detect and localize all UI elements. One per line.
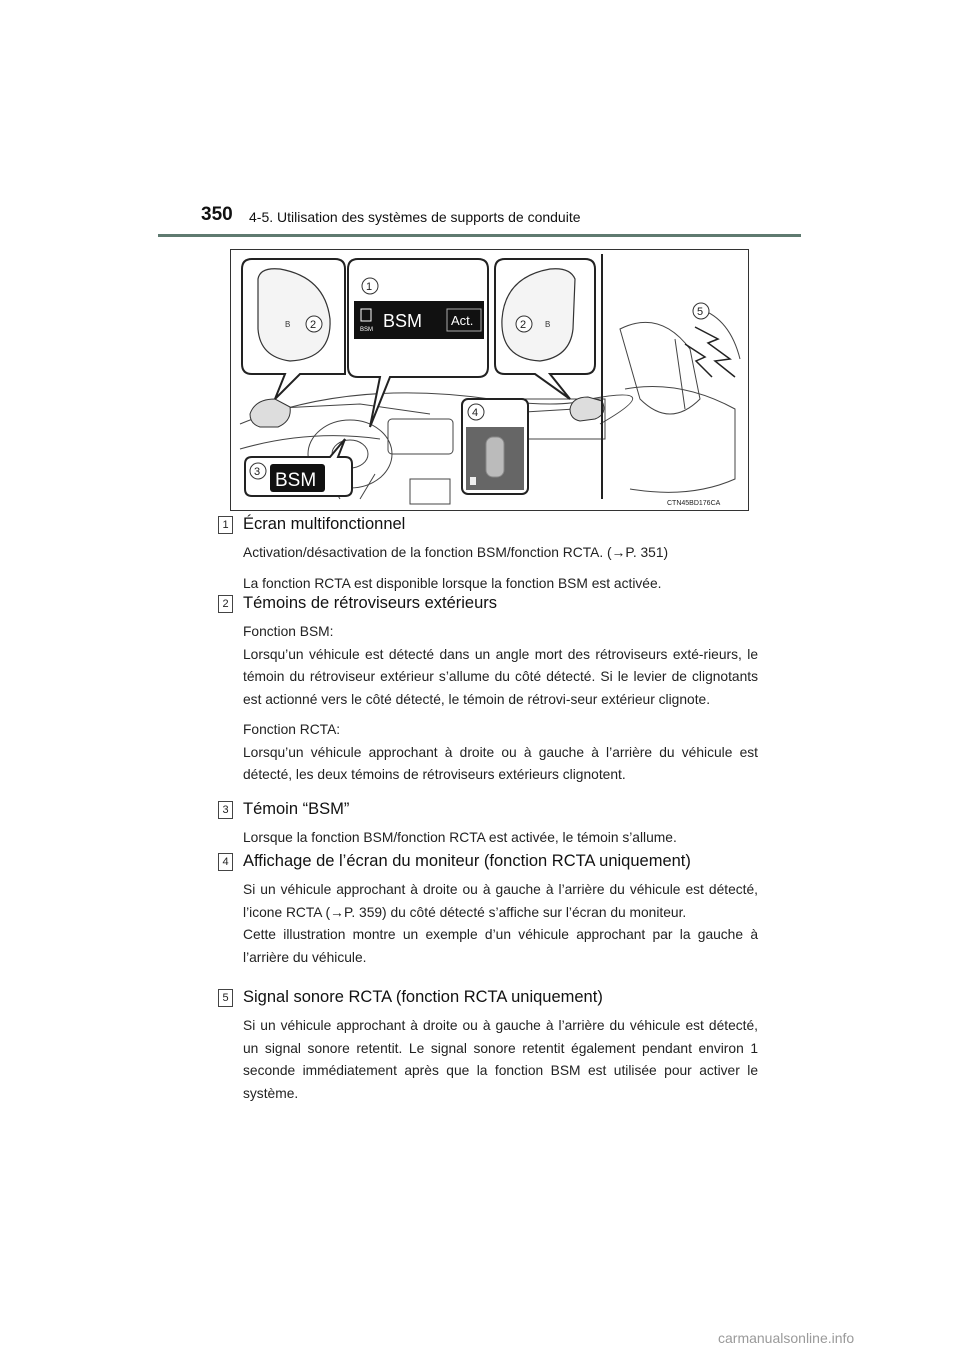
item-number: 3	[218, 801, 233, 819]
item-paragraph: Fonction BSM:	[243, 624, 334, 639]
watermark: carmanualsonline.info	[718, 1330, 855, 1346]
callout-2b-label: 2	[520, 319, 527, 331]
item-title: Signal sonore RCTA (fonction RCTA uniquement)	[243, 988, 603, 1006]
item-1	[218, 515, 758, 595]
page-number: 350	[201, 204, 233, 225]
item-paragraph: Si un véhicule approchant à droite ou à gauche à l’arrière du véhicule est détecté, un signal sonore retentit. Le signal sonore retentit également pendant environ 1 seconde immédiatement après que la fonction BSM est utilisée pour activer le système.	[243, 1018, 758, 1101]
item-number: 1	[218, 516, 233, 534]
bsm-illustration	[230, 249, 749, 511]
item-title: Affichage de l’écran du moniteur (fonction RCTA uniquement)	[243, 852, 691, 870]
item-paragraph: Si un véhicule approchant à droite ou à gauche à l’arrière du véhicule est détecté, l’icone RCTA (→P. 359) du côté détecté s’affiche sur l’écran du moniteur.	[243, 882, 758, 920]
item-paragraph: La fonction RCTA est disponible lorsque la fonction BSM est activée.	[243, 575, 662, 591]
callout-2a-label: 2	[310, 319, 317, 331]
callout-3-label: 3	[254, 466, 261, 478]
item-number: 2	[218, 595, 233, 613]
section-title: 4-5. Utilisation des systèmes de supports de conduite	[249, 209, 581, 225]
item-paragraph: Activation/désactivation de la fonction BSM/fonction RCTA. (→P. 351)	[243, 545, 669, 560]
item-2	[218, 594, 758, 787]
item-paragraph: Lorsqu’un véhicule est détecté dans un angle mort des rétroviseurs exté-rieurs, le témoin du rétroviseur extérieur s’allume du côté détecté. Si le levier de clignotants est actionné vers le côté détecté, le témoin de rétrovi-seur extérieur clignote.	[243, 646, 758, 707]
display-icon-label: BSM	[360, 327, 374, 333]
item-paragraph: Cette illustration montre un exemple d’un véhicule approchant par la gauche à l’arrière du véhicule.	[243, 927, 758, 965]
callout-1-label: 1	[366, 281, 373, 293]
display-status-text: Act.	[451, 313, 474, 328]
display-bsm-text: BSM	[383, 311, 423, 331]
item-paragraph: Lorsque la fonction BSM/fonction RCTA est activée, le témoin s’allume.	[243, 830, 677, 845]
bsm-indicator-text: BSM	[275, 470, 317, 491]
right-mirror-indicator-label: B	[545, 320, 551, 329]
item-5	[218, 988, 758, 1105]
item-title: Témoins de rétroviseurs extérieurs	[243, 594, 498, 612]
illustration-svg	[230, 249, 749, 511]
left-mirror-indicator-label: B	[285, 320, 291, 329]
item-3	[218, 800, 758, 850]
item-title: Témoin “BSM”	[243, 800, 350, 818]
item-number: 4	[218, 853, 233, 871]
item-title: Écran multifonctionnel	[243, 515, 406, 533]
figure-code: CTN45BD176CA	[667, 500, 721, 507]
item-4	[218, 852, 758, 969]
item-paragraph: Lorsqu’un véhicule approchant à droite ou à gauche à l’arrière du véhicule est détecté, les deux témoins de rétroviseurs extérieurs clignotent.	[243, 744, 758, 782]
callout-5-label: 5	[697, 306, 704, 318]
item-number: 5	[218, 989, 233, 1007]
item-paragraph: Fonction RCTA:	[243, 722, 341, 737]
callout-4-label: 4	[472, 407, 479, 419]
header-rule	[158, 234, 801, 237]
